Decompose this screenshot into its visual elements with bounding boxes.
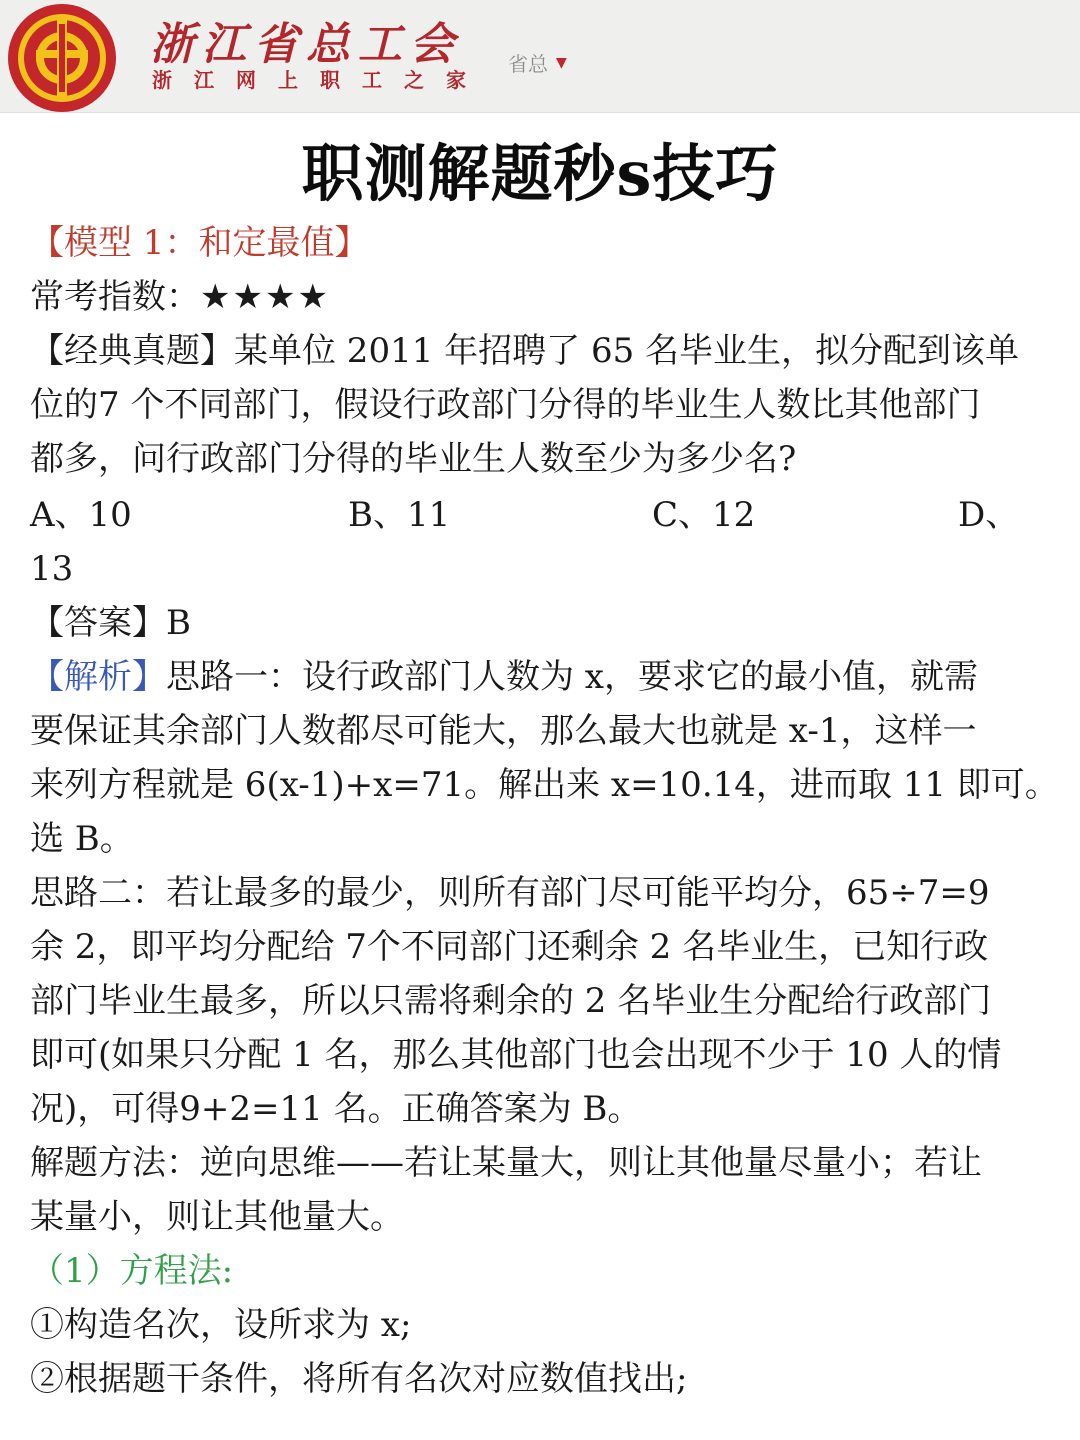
- analysis-line: [30, 650, 978, 704]
- option-d: D、: [958, 495, 1020, 535]
- region-selector[interactable]: [508, 48, 567, 77]
- caret-down-icon: ▼: [556, 54, 567, 71]
- step-item: ①构造名次，设所求为 x;: [30, 1305, 412, 1345]
- site-header: [0, 0, 1080, 113]
- analysis-line: 来列方程就是 6(x-1)+x=71。解出来 x=10.14，进而取 11 即可。: [30, 765, 1059, 805]
- region-label: 省总: [508, 52, 548, 76]
- frequency-stars: ★★★★: [200, 277, 330, 317]
- step-item: ②根据题干条件，将所有名次对应数值找出;: [30, 1359, 688, 1399]
- analysis-line: 余 2，即平均分配给 7个不同部门还剩余 2 名毕业生，已知行政: [30, 927, 989, 967]
- analysis-line: 况)，可得9+2=11 名。正确答案为 B。: [30, 1089, 642, 1129]
- brand-subtitle: 浙江网上职工之家: [152, 68, 488, 92]
- answer: 【答案】B: [30, 603, 191, 643]
- question-line: 位的7 个不同部门，假设行政部门分得的毕业生人数比其他部门: [30, 385, 981, 425]
- page-title: 职测解题秒s技巧: [301, 137, 779, 210]
- brand-title: 浙江省总工会: [150, 19, 462, 70]
- option-b: B、11: [348, 495, 451, 535]
- analysis-line: 选 B。: [30, 819, 134, 859]
- method-heading: （1）方程法:: [30, 1251, 234, 1291]
- analysis-line: 思路二：若让最多的最少，则所有部门尽可能平均分，65÷7=9: [30, 873, 990, 913]
- question-line: 都多，问行政部门分得的毕业生人数至少为多少名?: [30, 439, 797, 479]
- option-d-value: 13: [30, 549, 74, 589]
- frequency-row: [30, 270, 330, 324]
- analysis-tag: 【解析】: [30, 657, 166, 697]
- analysis-line: 要保证其余部门人数都尽可能大，那么最大也就是 x-1，这样一: [30, 711, 977, 751]
- analysis-text: 思路一：设行政部门人数为 x，要求它的最小值，就需: [166, 657, 978, 697]
- model-tag: 【模型 1：和定最值】: [30, 223, 369, 263]
- option-a: A、10: [30, 495, 132, 535]
- analysis-line: 即可(如果只分配 1 名，那么其他部门也会出现不少于 10 人的情: [30, 1035, 1002, 1075]
- method-line: 某量小，则让其他量大。: [30, 1197, 404, 1237]
- question-line: 【经典真题】某单位 2011 年招聘了 65 名毕业生，拟分配到该单: [30, 331, 1020, 371]
- option-c: C、12: [652, 495, 756, 535]
- union-logo-icon[interactable]: [6, 2, 118, 114]
- analysis-line: 部门毕业生最多，所以只需将剩余的 2 名毕业生分配给行政部门: [30, 981, 992, 1021]
- method-line: 解题方法：逆向思维——若让某量大，则让其他量尽量小；若让: [30, 1143, 982, 1183]
- frequency-label: 常考指数：: [30, 277, 200, 317]
